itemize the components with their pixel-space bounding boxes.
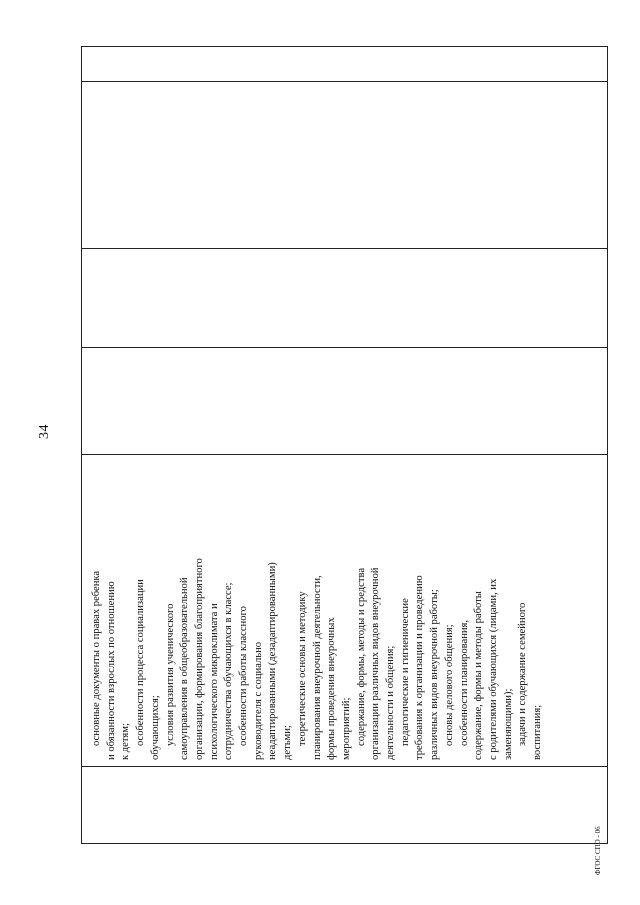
content-line: организации, формирования благоприятного <box>193 558 205 760</box>
content-line: содержание, формы, методы и средства <box>355 567 367 746</box>
content-line: сотрудничества обучающихся в классе; <box>223 582 235 760</box>
content-line: педагогические и гигиенические <box>399 598 411 746</box>
content-line: планирования внеурочной деятельности, <box>311 575 323 760</box>
page-number: 34 <box>37 424 52 439</box>
competency-table <box>81 46 608 844</box>
table-cell-knowledge <box>82 454 607 766</box>
content-line: основы делового общения; <box>443 624 455 746</box>
table-cell-discipline <box>82 347 607 454</box>
table-cell-modules <box>82 81 607 248</box>
content-line: и обязанности взрослых по отношению <box>105 581 117 760</box>
content-line: требования к организации и проведению <box>414 575 426 760</box>
content-line: особенности работы классного <box>238 606 250 746</box>
content-line: руководителя с социально <box>252 641 264 760</box>
content-line: неадаптированными (дезадаптированными) <box>267 562 279 760</box>
table-cell-index <box>82 766 607 843</box>
content-line: различных видов внеурочной работы; <box>429 589 441 760</box>
content-line: воспитания; <box>532 704 544 760</box>
content-line: самоуправления в общеобразовательной <box>179 577 191 760</box>
content-line: детьми; <box>282 725 294 760</box>
content-line: организации различных видов внеурочной <box>370 567 382 760</box>
content-line: формы проведения внеурочных <box>326 617 338 760</box>
content-line: задачи и содержание семейного <box>517 602 529 746</box>
content-line: с родителями обучающихся (лицами, их <box>487 578 499 760</box>
content-line: особенности процесса социализации <box>135 579 147 746</box>
table-cell-competencies <box>82 45 607 81</box>
content-line: обучающихся; <box>149 695 161 760</box>
content-line: теоретические основы и методику <box>296 591 308 746</box>
content-line: деятельности и общения; <box>385 645 397 760</box>
content-line: основные документы о правах ребенка <box>91 570 102 746</box>
content-line: психологического микроклимата и <box>208 603 220 760</box>
content-line: к детям; <box>120 723 132 760</box>
footer-code: ФГОС СПО - 06 <box>594 826 602 875</box>
content-line: условия развития ученического <box>164 603 176 746</box>
knowledge-text <box>90 459 546 760</box>
content-line: мероприятий; <box>340 697 352 760</box>
content-line: содержание, формы и методы работы <box>473 591 485 760</box>
content-line: особенности планирования, <box>458 619 470 746</box>
table-cell-hours <box>82 248 607 347</box>
content-line: заменяющими); <box>502 688 514 760</box>
